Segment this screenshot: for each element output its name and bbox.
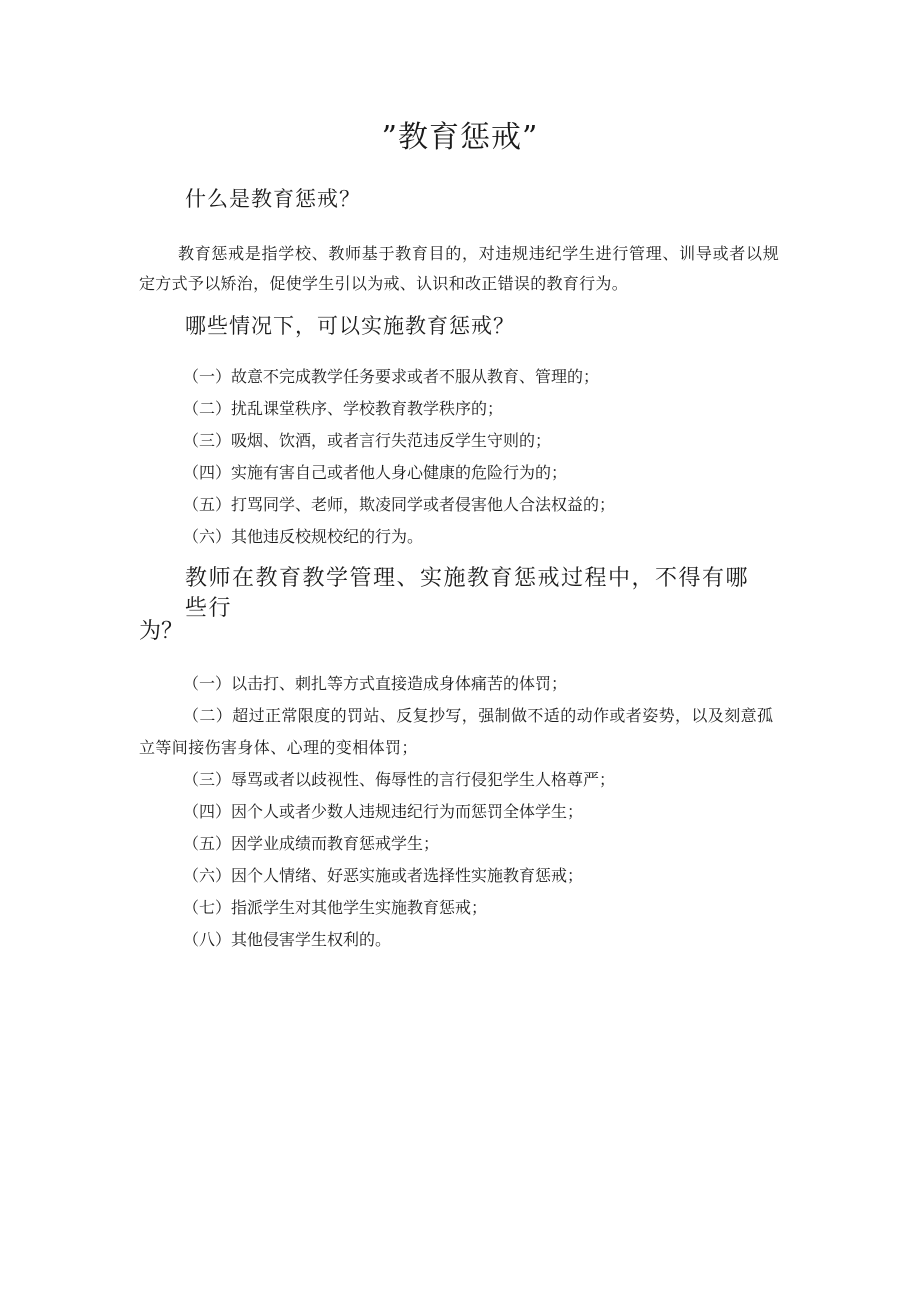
section-heading-prohibited: 教师在教育教学管理、实施教育惩戒过程中，不得有哪些行 — [185, 566, 750, 621]
list-item: （一）故意不完成教学任务要求或者不服从教育、管理的； — [183, 367, 600, 386]
section-heading-prohibited-cont: 为？ — [139, 619, 184, 644]
list-item: （四）实施有害自己或者他人身心健康的危险行为的； — [183, 463, 568, 482]
list-item: （二）超过正常限度的罚站、反复抄写，强制做不适的动作或者姿势，以及刻意孤立等间接伤害身体、心理的变相体罚； — [139, 706, 774, 757]
list-item: （七）指派学生对其他学生实施教育惩戒； — [183, 898, 488, 917]
list-item: （五）打骂同学、老师，欺凌同学或者侵害他人合法权益的； — [183, 495, 616, 514]
list-item: （三）辱骂或者以歧视性、侮辱性的言行侵犯学生人格尊严； — [183, 770, 616, 789]
list-item: （一）以击打、刺扎等方式直接造成身体痛苦的体罚； — [183, 674, 568, 693]
list-item: （三）吸烟、饮酒，或者言行失范违反学生守则的； — [183, 431, 552, 450]
section-heading-when: 哪些情况下，可以实施教育惩戒？ — [185, 314, 515, 338]
list-item: （二）扰乱课堂秩序、学校教育教学秩序的； — [183, 399, 504, 418]
list-item: （六）其他违反校规校纪的行为。 — [183, 527, 424, 546]
list-item: （八）其他侵害学生权利的。 — [183, 930, 392, 949]
list-item: （四）因个人或者少数人违规违纪行为而惩罚全体学生； — [183, 802, 584, 821]
list-item: （五）因学业成绩而教育惩戒学生； — [183, 834, 440, 853]
section-heading-what-is: 什么是教育惩戒？ — [185, 187, 361, 211]
list-item: （六）因个人情绪、好恶实施或者选择性实施教育惩戒； — [183, 866, 584, 885]
definition-paragraph: 教育惩戒是指学校、教师基于教育目的，对违规违纪学生进行管理、训导或者以规定方式予以矫治，促使学生引以为戒、认识和改正错误的教育行为。 — [139, 244, 779, 293]
document-title: ”教育惩戒” — [381, 120, 539, 155]
